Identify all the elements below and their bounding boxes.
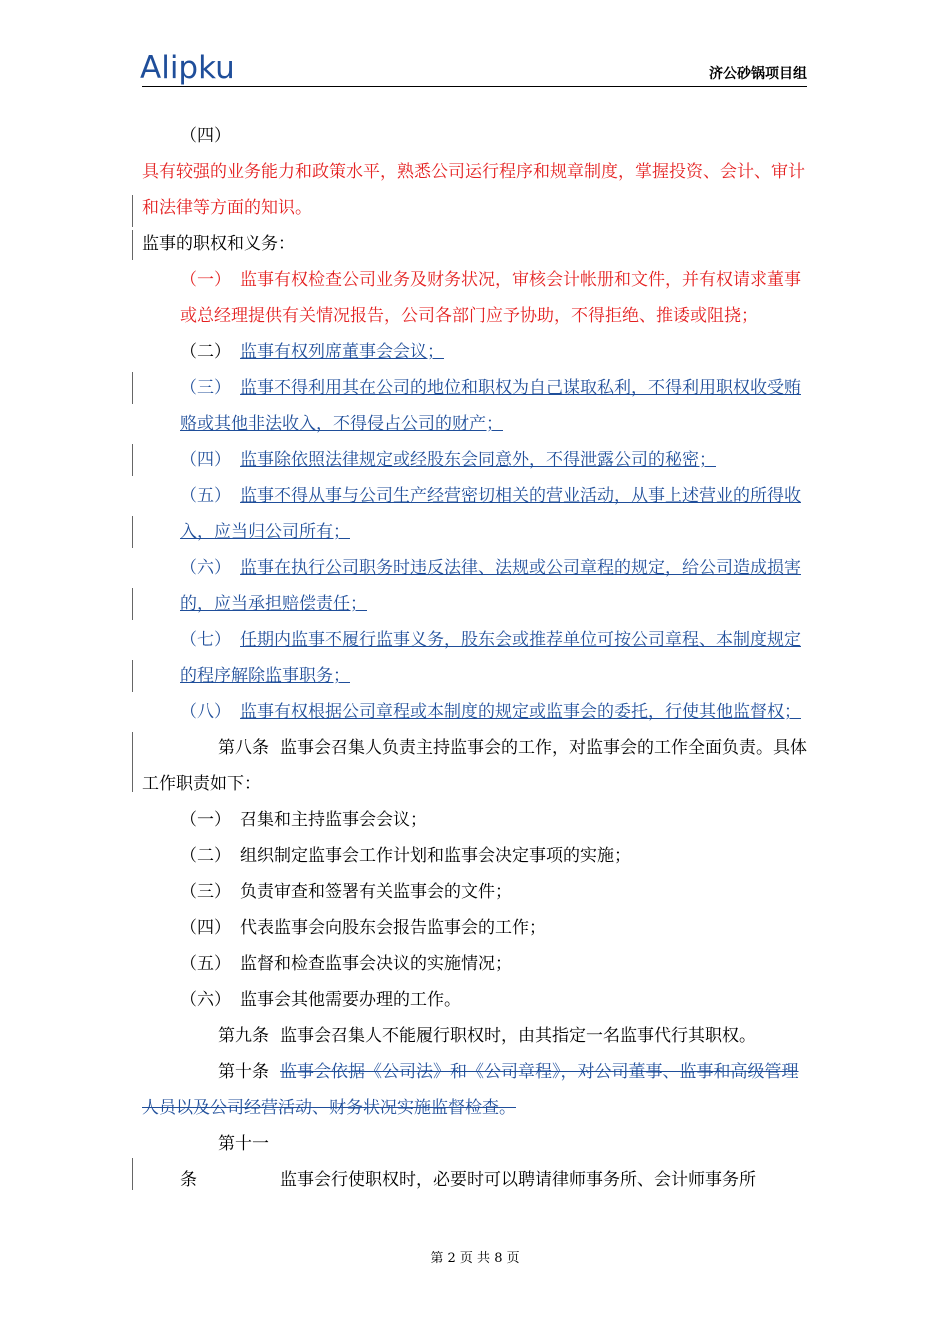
change-bar [132,195,133,227]
change-bar [132,732,133,792]
header-title: 济公砂锅项目组 [709,66,807,82]
change-bar [132,230,133,260]
list-item: （五） 监督和检查监事会决议的实施情况； [180,954,512,974]
list-item: （六） 监事会其他需要办理的工作。 [180,990,461,1010]
paragraph: 监事的职权和义务： [142,234,295,254]
change-bar [132,1158,133,1190]
list-item: （四） 监事除依照法律规定或经股东会同意外，不得泄露公司的秘密； [180,450,716,470]
list-item: （六） 监事在执行公司职务时违反法律、法规或公司章程的规定，给公司造成损害的，应当承担赔偿责任； [180,558,801,614]
change-bar [132,588,133,620]
list-item: （五） 监事不得从事与公司生产经营密切相关的营业活动，从事上述营业的所得收入，应当归公司所有； [180,486,801,542]
article-9: 第九条 监事会召集人不能履行职权时，由其指定一名监事代行其职权。 [218,1026,756,1046]
page-footer: 第 2 页 共 8 页 [430,1251,520,1266]
list-item: （七） 任期内监事不履行监事义务，股东会或推荐单位可按公司章程、本制度规定的程序解除监事职务； [180,630,801,686]
article-10: 第十条 监事会依据《公司法》和《公司章程》，对公司董事、监事和高级管理人员以及公司经营活动、财务状况实施监督检查。 [142,1062,799,1118]
article-8: 第八条 监事会召集人负责主持监事会的工作，对监事会的工作全面负责。具体工作职责如下： [142,738,807,794]
company-logo: Alipku [140,50,235,86]
list-item: （四） 代表监事会向股东会报告监事会的工作； [180,918,546,938]
list-item: （一） 监事有权检查公司业务及财务状况，审核会计帐册和文件，并有权请求董事或总经理提供有关情况报告，公司各部门应予协助，不得拒绝、推诿或阻挠； [180,270,801,326]
list-item: （八） 监事有权根据公司章程或本制度的规定或监事会的委托，行使其他监督权； [180,702,801,722]
list-item: （三） 负责审查和签署有关监事会的文件； [180,882,512,902]
list-item: （二） 组织制定监事会工作计划和监事会决定事项的实施； [180,846,631,866]
paragraph: （四） [180,126,231,146]
change-bar [132,372,133,404]
paragraph: 具有较强的业务能力和政策水平，熟悉公司运行程序和规章制度，掌握投资、会计、审计和法律等方面的知识。 [142,162,805,218]
list-item: （一） 召集和主持监事会会议； [180,810,427,830]
change-bar [132,516,133,548]
article-11: 第十一条 监事会行使职权时，必要时可以聘请律师事务所、会计师事务所 [180,1134,756,1190]
list-item: （三） 监事不得利用其在公司的地位和职权为自己谋取私利，不得利用职权收受贿赂或其他非法收入，不得侵占公司的财产； [180,378,801,434]
list-item: （二） 监事有权列席董事会会议； [180,342,444,362]
document-body [142,118,807,1198]
header-rule [142,86,807,87]
change-bar [132,444,133,476]
change-bar [132,660,133,692]
